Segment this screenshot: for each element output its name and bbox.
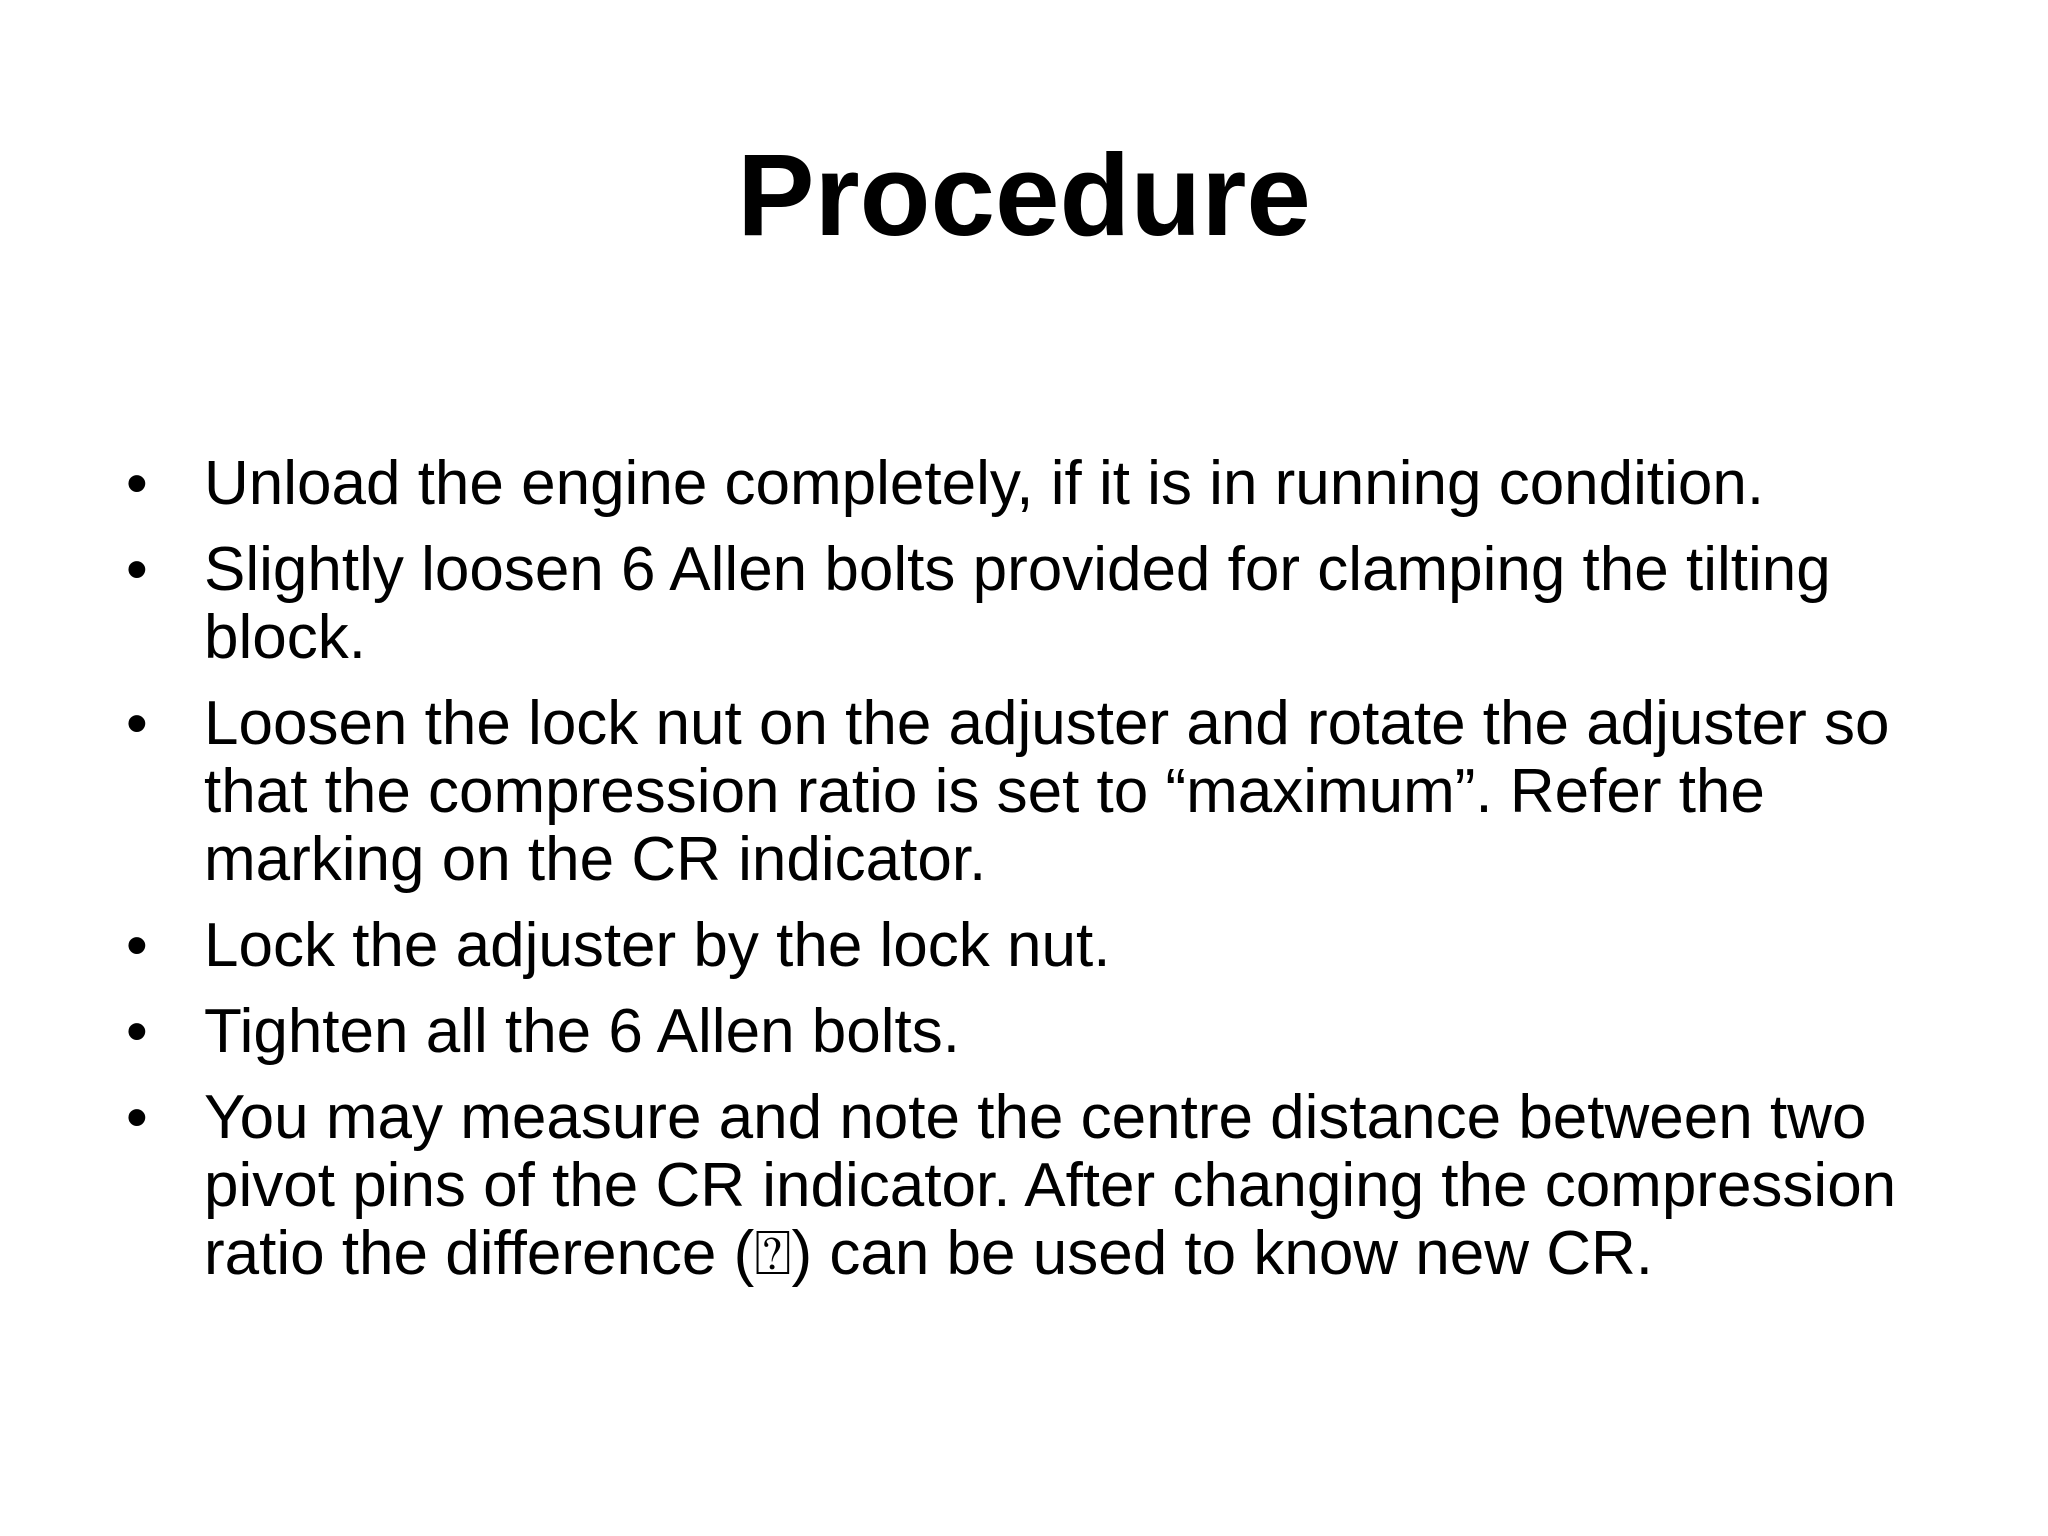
list-item [118,998,1968,1066]
list-item-text: Slightly loosen 6 Allen bolts provided for clamping the tilting block. [204,535,1831,672]
list-item-text: Loosen the lock nut on the adjuster and rotate the adjuster so that the compression ratio is set to “maximum”. Refer the marking on the CR indicator. [204,689,1890,894]
bullet-icon: • [126,1083,148,1152]
list-item-text: Unload the engine completely, if it is in running condition. [204,449,1765,518]
bullet-icon: • [126,997,148,1066]
list-item-text: Tighten all the 6 Allen bolts. [204,997,960,1066]
list-item [118,690,1968,894]
slide-title: Procedure [737,130,1311,260]
bullet-icon: • [126,911,148,980]
list-item [118,536,1968,672]
list-item-text: You may measure and note the centre distance between two pivot pins of the CR indicator. After changing the compression ratio the difference (⍰) can be used to know new CR. [204,1083,1897,1288]
list-item-text: Lock the adjuster by the lock nut. [204,911,1111,980]
list-item [118,450,1968,518]
procedure-list [118,450,1968,1306]
bullet-icon: • [126,535,148,604]
bullet-icon: • [126,449,148,518]
bullet-icon: • [126,689,148,758]
list-item [118,1084,1968,1288]
list-item [118,912,1968,980]
